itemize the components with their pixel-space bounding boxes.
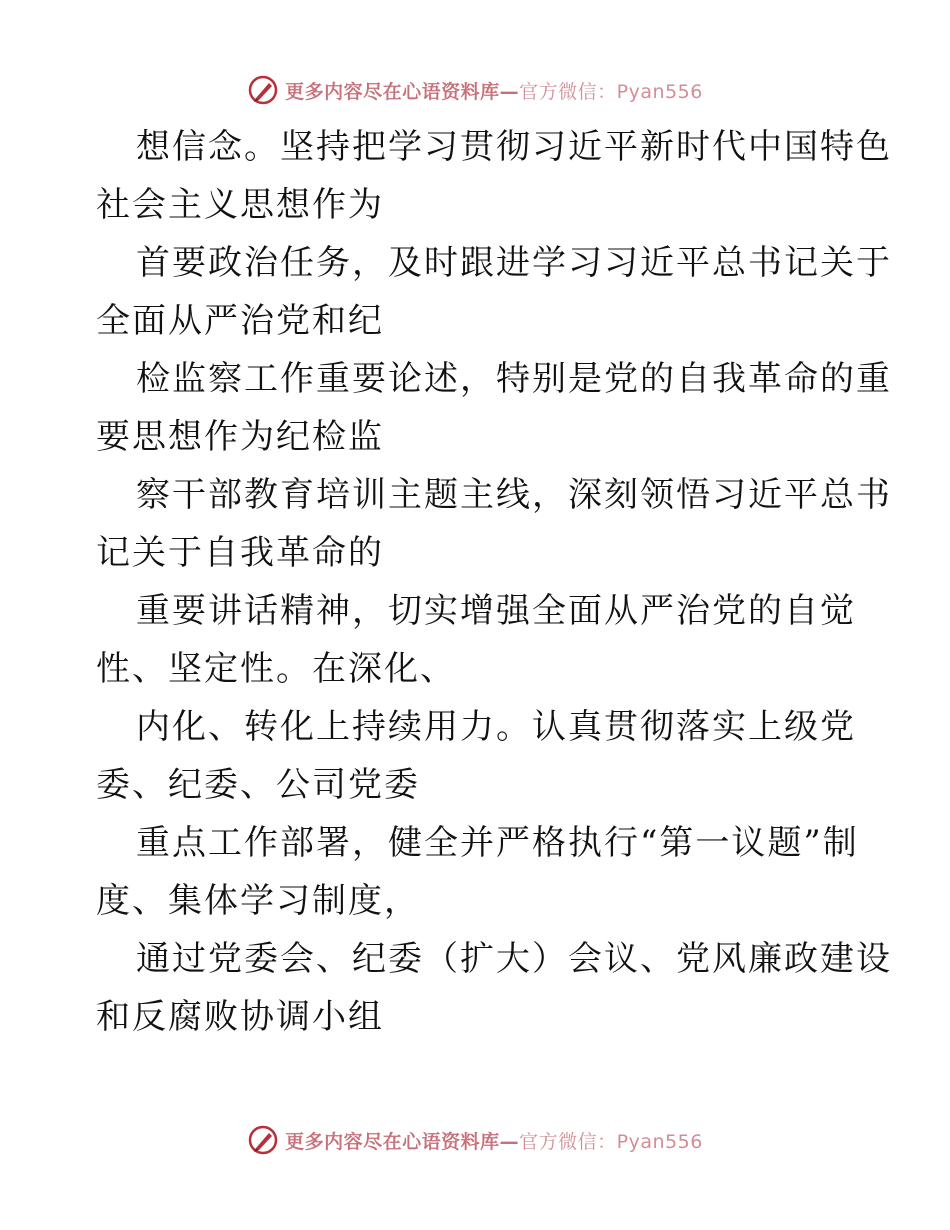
header-banner-main: 更多内容尽在心语资料库—	[285, 80, 520, 103]
paragraph-first-line: 内化、转化上持续用力。认真贯彻落实上级党	[136, 707, 856, 747]
footer-banner-main: 更多内容尽在心语资料库—	[285, 1130, 520, 1153]
paragraph-first-line: 检监察工作重要论述，特别是党的自我革命的重	[136, 359, 892, 399]
paragraph	[96, 118, 892, 234]
paragraph	[96, 350, 892, 466]
paragraph-continuation: 全面从严治党和纪	[96, 301, 384, 341]
paragraph	[96, 234, 892, 350]
header-banner	[0, 70, 950, 110]
header-banner-text	[285, 77, 703, 104]
paragraph-continuation: 性、坚定性。在深化、	[96, 649, 456, 689]
footer-banner	[0, 1120, 950, 1160]
paragraph	[96, 698, 856, 814]
paragraph	[96, 466, 892, 582]
paragraph	[96, 814, 859, 930]
paragraph-first-line: 想信念。坚持把学习贯彻习近平新时代中国特色	[136, 127, 892, 167]
paragraph-first-line: 首要政治任务，及时跟进学习习近平总书记关于	[136, 243, 892, 283]
paragraph-first-line: 重要讲话精神，切实增强全面从严治党的自觉	[136, 591, 856, 631]
footer-banner-text	[285, 1127, 703, 1154]
paragraph-continuation: 和反腐败协调小组	[96, 997, 384, 1037]
paragraph-first-line: 通过党委会、纪委（扩大）会议、党风廉政建设	[136, 939, 892, 979]
paragraph-continuation: 记关于自我革命的	[96, 533, 384, 573]
paragraph-continuation: 要思想作为纪检监	[96, 417, 384, 457]
paragraph-continuation: 社会主义思想作为	[96, 185, 384, 225]
paragraph-continuation: 度、集体学习制度，	[96, 881, 420, 921]
footer-banner-sub: 官方微信：Pyan556	[519, 1130, 703, 1153]
paragraph-continuation: 委、纪委、公司党委	[96, 765, 420, 805]
header-banner-sub: 官方微信：Pyan556	[519, 80, 703, 103]
paragraph	[96, 930, 892, 1046]
pen-circle-logo-icon	[247, 1124, 279, 1156]
document-body	[96, 118, 892, 1046]
pen-circle-logo-icon	[247, 74, 279, 106]
paragraph-first-line: 察干部教育培训主题主线，深刻领悟习近平总书	[136, 475, 892, 515]
paragraph	[96, 582, 856, 698]
paragraph-first-line: 重点工作部署，健全并严格执行“第一议题”制	[136, 823, 859, 863]
